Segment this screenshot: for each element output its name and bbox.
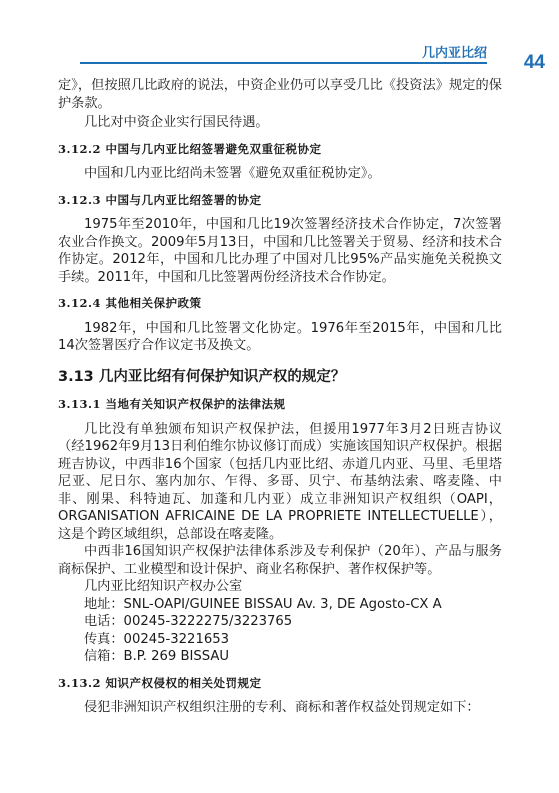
- ip-office-contact: [58, 578, 502, 666]
- section-heading-3-13: 3.13 几内亚比绍有何保护知识产权的规定？: [58, 368, 346, 385]
- office-address: 地址：SNL-OAPI/GUINEE BISSAU Av. 3, DE Agosto-CX A: [84, 596, 442, 612]
- paragraph: 中西非16国知识产权保护法律体系涉及专利保护（20年）、产品与服务商标保护、工业模型和设计保护、商业名称保护、著作权保护等。: [58, 544, 502, 577]
- subsection-heading-3-12-4: 3.12.4 其他相关保护政策: [58, 296, 202, 310]
- office-title: 几内亚比绍知识产权办公室: [84, 579, 243, 594]
- paragraph: 中国和几内亚比绍尚未签署《避免双重征税协定》。: [84, 166, 381, 181]
- page-number: 44: [523, 52, 545, 73]
- paragraph: 几比没有单独颁布知识产权保护法，但援用1977年3月2日班吉协议（经1962年9月13日利伯维尔协议修订而成）实施该国知识产权保护。根据班吉协议，中西非16个国家（包括几内亚比绍、赤道几内亚、马里、毛里塔尼亚、尼日尔、塞内加尔、乍得、多哥、贝宁、布基纳法索、喀麦隆、中非、刚果、科特迪瓦、加蓬和几内亚）成立非洲知识产权组织（OAPI，ORGANISATION AFRICAINE DE LA PROPRIETE INTELLECTUELLE），这是个跨区域组织，总部设在喀麦隆。: [58, 421, 502, 542]
- paragraph: 几比对中资企业实行国民待遇。: [84, 115, 269, 130]
- header-rule: [80, 62, 487, 64]
- subsection-heading-3-13-1: 3.13.1 当地有关知识产权保护的法律法规: [58, 397, 286, 411]
- paragraph: 侵犯非洲知识产权组织注册的专利、商标和著作权益处罚规定如下：: [84, 700, 480, 715]
- paragraph: 1982年，中国和几比签署文化协定。1976年至2015年，中国和几比14次签署医疗合作议定书及换文。: [58, 320, 502, 353]
- paragraph: 1975年至2010年，中国和几比19次签署经济技术合作协定，7次签署农业合作换文。2009年5月13日，中国和几比签署关于贸易、经济和技术合作协定。2012年，中国和几比办理了中国对几比95%产品实施免关税换文手续。2011年，中国和几比签署两份经济技术合作协定。: [58, 217, 502, 285]
- subsection-heading-3-12-3: 3.12.3 中国与几内亚比绍签署的协定: [58, 192, 262, 207]
- running-header: [80, 0, 559, 73]
- header-title: 几内亚比绍: [421, 46, 487, 61]
- office-mailbox: 信箱：B.P. 269 BISSAU: [84, 649, 230, 664]
- subsection-heading-3-12-2: 3.12.2 中国与几内亚比绍签署避免双重征税协定: [58, 141, 322, 156]
- page-body: [58, 77, 502, 717]
- office-phone: 电话：00245-3222275/3223765: [84, 614, 293, 629]
- paragraph-continued: 定》，但按照几比政府的说法，中资企业仍可以享受几比《投资法》规定的保护条款。: [58, 78, 502, 111]
- subsection-heading-3-13-2: 3.13.2 知识产权侵权的相关处罚规定: [58, 675, 262, 690]
- office-fax: 传真：00245-3221653: [84, 631, 230, 647]
